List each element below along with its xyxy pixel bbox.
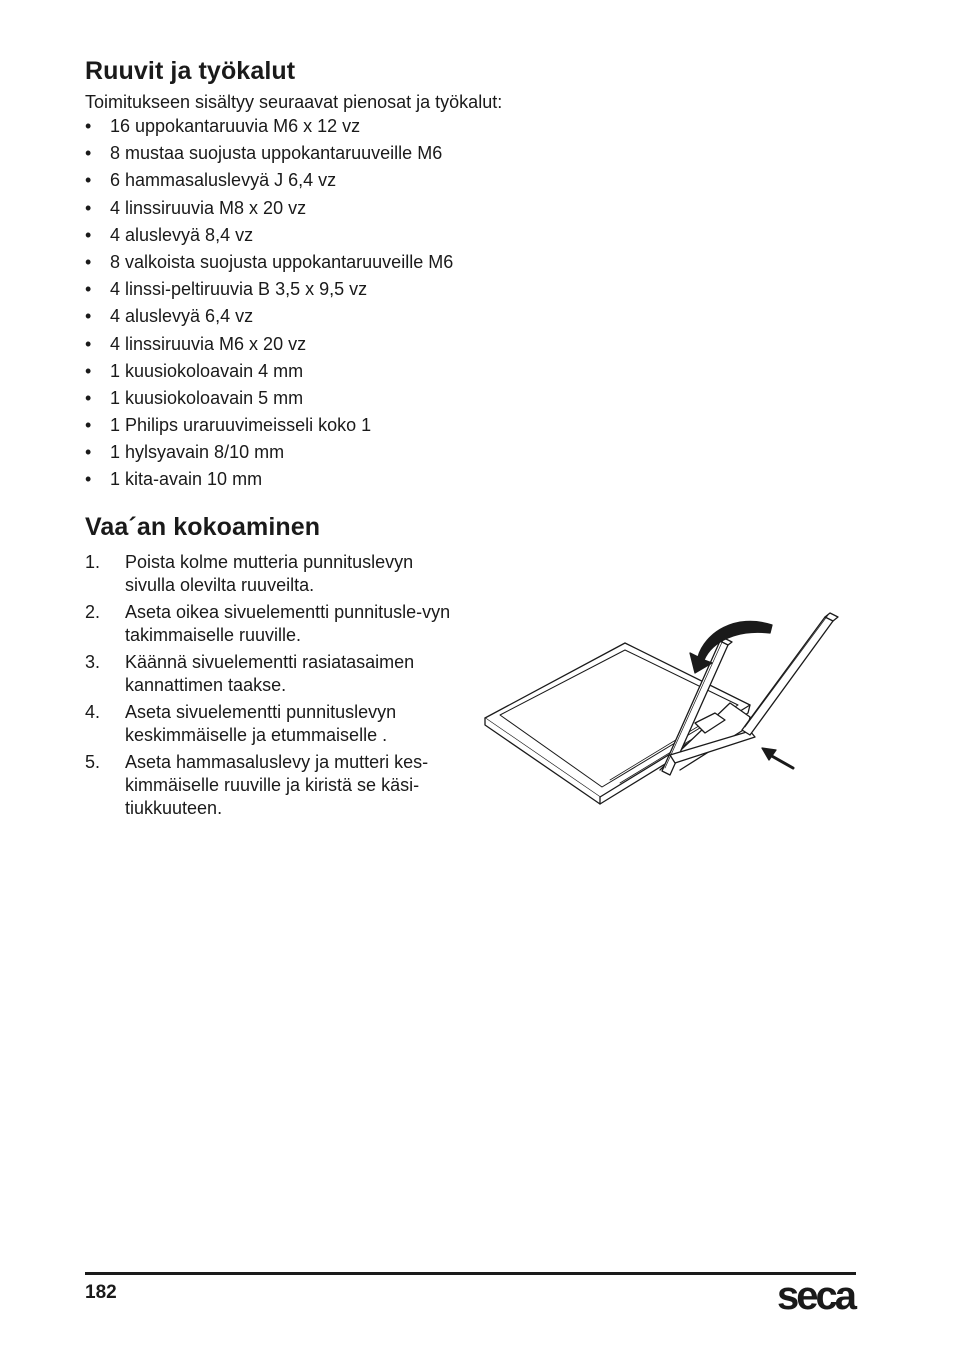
bullet: • (85, 279, 92, 300)
list-item: • 4 linssi-peltiruuvia B 3,5 x 9,5 vz (85, 276, 453, 303)
list-item: • 1 kuusiokoloavain 5 mm (85, 385, 453, 412)
list-item: • 4 aluslevyä 8,4 vz (85, 222, 453, 249)
list-item: • 4 linssiruuvia M6 x 20 vz (85, 331, 453, 358)
step-number: 4. (85, 702, 101, 722)
bullet: • (85, 415, 92, 436)
list-item: • 8 valkoista suojusta uppokantaruuveille M6 (85, 249, 453, 276)
parts-list (85, 113, 453, 494)
list-item: • 4 linssiruuvia M8 x 20 vz (85, 195, 453, 222)
list-item: • 4 aluslevyä 6,4 vz (85, 303, 453, 330)
section-title-screws-tools: Ruuvit ja työkalut (85, 57, 296, 85)
section-title-assembly: Vaa´an kokoaminen (85, 513, 321, 541)
step-item (85, 601, 465, 647)
bullet: • (85, 387, 92, 408)
step-text: Aseta hammasaluslevy ja mutteri kes-kimmäiselle ruuville ja kiristä se käsi-tiukkuuteen. (125, 752, 429, 818)
bullet: • (85, 333, 92, 354)
step-number: 1. (85, 552, 101, 572)
step-text: Poista kolme mutteria punnituslevyn sivulla olevilta ruuveilta. (125, 552, 414, 595)
step-number: 5. (85, 752, 101, 772)
list-item: • 16 uppokantaruuvia M6 x 12 vz (85, 113, 453, 140)
list-item: • 1 kuusiokoloavain 4 mm (85, 358, 453, 385)
list-item: • 1 Philips uraruuvimeisseli koko 1 (85, 412, 453, 439)
step-item (85, 551, 465, 597)
list-item: • 6 hammasaluslevyä J 6,4 vz (85, 167, 453, 194)
rotate-arrow-icon (690, 621, 772, 673)
bullet: • (85, 306, 92, 327)
bullet: • (85, 197, 92, 218)
pointer-arrow-icon (770, 755, 793, 768)
list-item: • 1 kita-avain 10 mm (85, 466, 453, 493)
step-item (85, 751, 465, 820)
step-number: 3. (85, 652, 101, 672)
bullet: • (85, 469, 92, 490)
step-text: Aseta oikea sivuelementti punnitusle-vyn takimmaiselle ruuville. (125, 602, 451, 645)
bullet: • (85, 143, 92, 164)
seca-logo: seca (777, 1274, 854, 1318)
bullet: • (85, 116, 92, 136)
page-number: 182 (85, 1282, 117, 1303)
step-number: 2. (85, 602, 101, 622)
list-item: • 1 hylsyavain 8/10 mm (85, 439, 453, 466)
list-item: • 8 mustaa suojusta uppokantaruuveille M6 (85, 140, 453, 167)
step-text: Käännä sivuelementti rasiatasaimen kannattimen taakse. (125, 652, 415, 695)
step-item (85, 701, 465, 747)
bullet: • (85, 170, 92, 191)
footer-rule (85, 1272, 856, 1275)
step-item (85, 651, 465, 697)
intro-text: Toimitukseen sisältyy seuraavat pienosat ja työkalut: (85, 92, 503, 112)
assembly-illustration (480, 605, 850, 805)
assembly-steps (85, 551, 465, 824)
bullet: • (85, 251, 92, 272)
step-text: Aseta sivuelementti punnituslevyn keskimmäiselle ja etummaiselle . (125, 702, 397, 745)
bullet: • (85, 360, 92, 381)
bullet: • (85, 442, 92, 463)
side-element-right (742, 617, 833, 735)
bullet: • (85, 224, 92, 245)
